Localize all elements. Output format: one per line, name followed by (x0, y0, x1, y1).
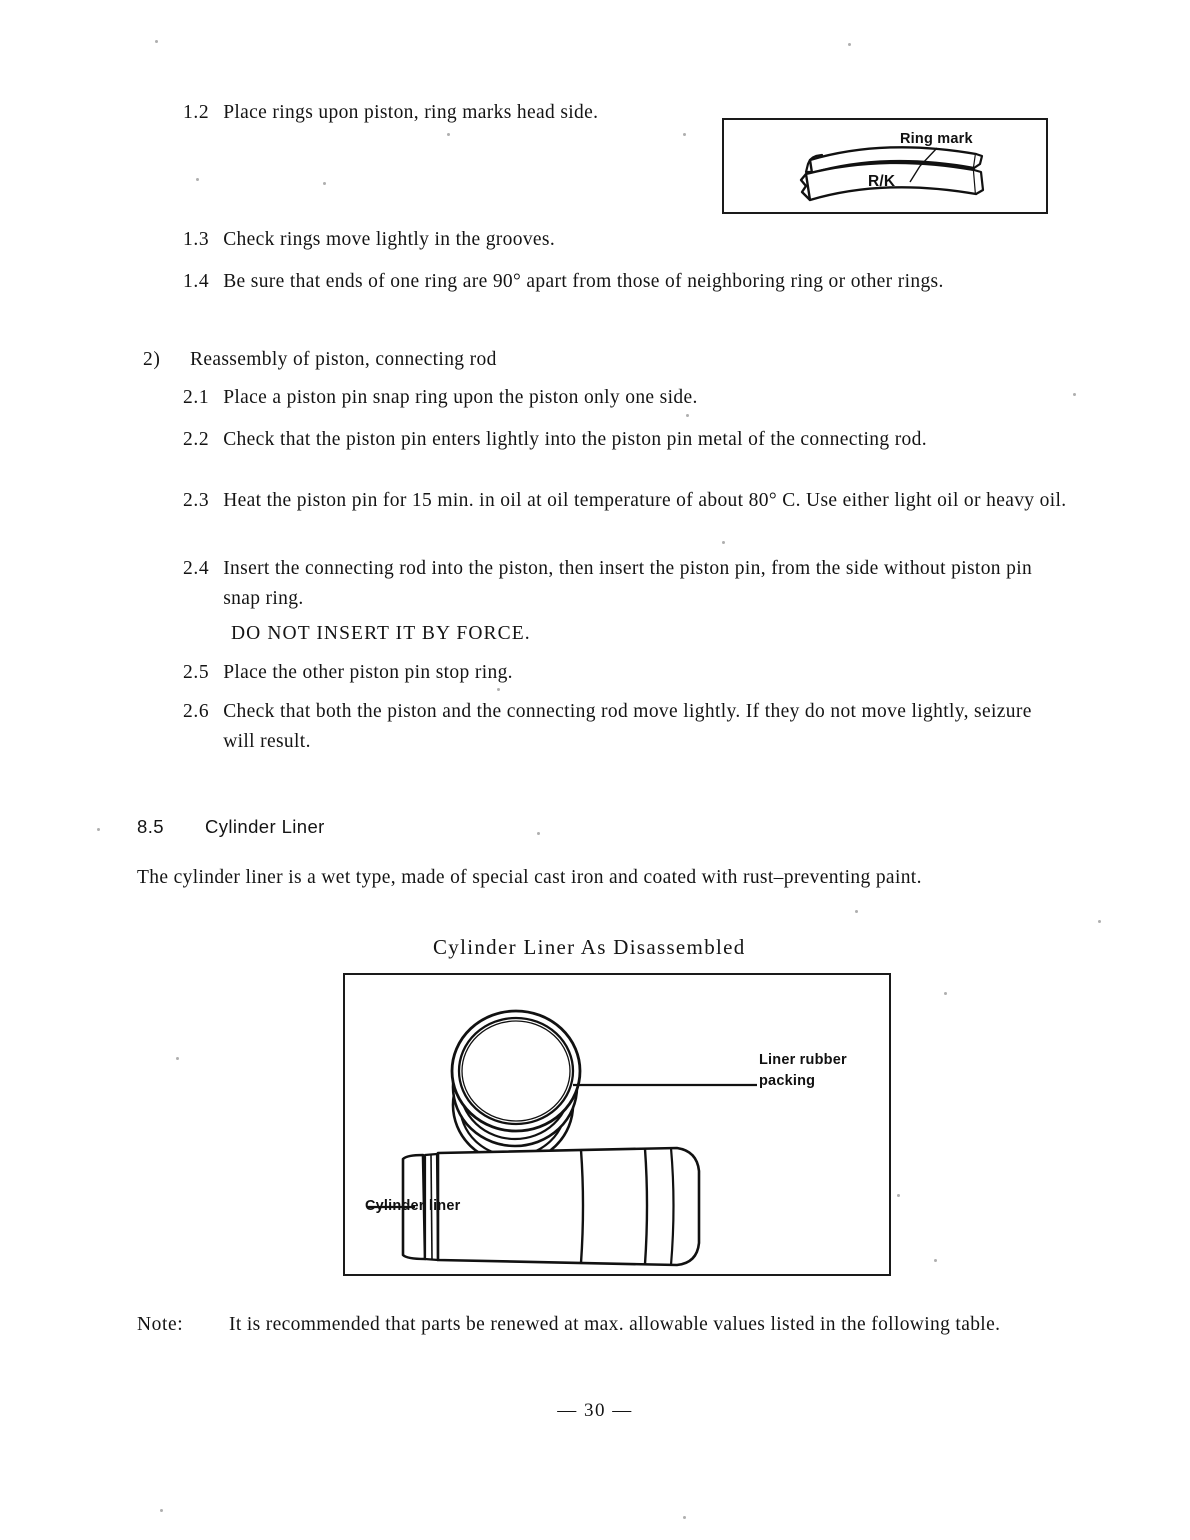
scan-speckle (196, 178, 199, 181)
section-heading-8-5 (137, 816, 325, 838)
liner-rubber-packing-label-line2: packing (759, 1073, 816, 1089)
scan-speckle (155, 40, 158, 43)
liner-rubber-packing-label (759, 1050, 847, 1092)
section-title: Cylinder Liner (205, 816, 325, 837)
list-item-marker: 2) (143, 349, 161, 370)
list-item-1-3 (183, 225, 943, 255)
list-item-2-4 (183, 554, 1045, 614)
list-item-marker: 2.5 (183, 662, 210, 683)
list-item-text: Place the other piston pin stop ring. (223, 662, 513, 683)
cylinder-liner-figure (343, 973, 891, 1276)
ring-mark-drawing (724, 120, 1046, 212)
list-item-2-2 (183, 425, 1080, 455)
note-block (137, 1310, 1052, 1340)
list-item-marker: 2.4 (183, 558, 210, 579)
list-item-2 (143, 345, 843, 375)
liner-figure-caption: Cylinder Liner As Disassembled (433, 935, 746, 959)
list-item-marker: 1.3 (183, 229, 210, 250)
scan-speckle (497, 688, 500, 691)
scan-speckle (848, 43, 851, 46)
scan-speckle (934, 1259, 937, 1262)
list-item-text: Check rings move lightly in the grooves. (223, 229, 556, 250)
list-item-2-3 (183, 486, 1090, 516)
scan-speckle (722, 541, 725, 544)
scan-speckle (447, 133, 450, 136)
list-item-1-4 (183, 267, 1045, 297)
scan-speckle (855, 910, 858, 913)
list-item-text: Heat the piston pin for 15 min. in oil at oil temperature of about 80° C. Use either light oil or heavy oil. (223, 490, 1067, 511)
scan-speckle (537, 832, 540, 835)
section-8-5-paragraph: The cylinder liner is a wet type, made of special cast iron and coated with rust–preventing paint. (137, 867, 922, 888)
list-item-marker: 2.3 (183, 490, 210, 511)
cylinder-liner-label: Cylinder liner (365, 1198, 461, 1214)
list-item-text: Check that the piston pin enters lightly into the piston pin metal of the connecting rod. (223, 429, 927, 450)
list-item-2-6 (183, 697, 1045, 757)
list-item-marker: 2.6 (183, 701, 210, 722)
scan-speckle (160, 1509, 163, 1512)
list-item-marker: 1.2 (183, 102, 210, 123)
cylinder-liner-drawing (345, 975, 889, 1274)
note-label: Note: (137, 1314, 184, 1335)
liner-rubber-packing-label-line1: Liner rubber (759, 1052, 847, 1068)
list-item-text: Check that both the piston and the connecting rod move lightly. If they do not move lightly, seizure will result. (223, 701, 1032, 752)
scan-speckle (1073, 393, 1076, 396)
list-item-text: Place rings upon piston, ring marks head side. (223, 102, 599, 123)
scan-speckle (683, 133, 686, 136)
ring-mark-label: Ring mark (900, 131, 973, 147)
scan-speckle (176, 1057, 179, 1060)
list-item-marker: 2.1 (183, 387, 210, 408)
warning-do-not-insert: DO NOT INSERT IT BY FORCE. (231, 623, 531, 644)
scan-speckle (1098, 920, 1101, 923)
scan-speckle (683, 1516, 686, 1519)
list-item-1-2 (183, 98, 683, 128)
note-text: It is recommended that parts be renewed at max. allowable values listed in the following table. (229, 1314, 1001, 1335)
list-item-text: Insert the connecting rod into the piston, then insert the piston pin, from the side without piston pin snap ring. (223, 558, 1033, 609)
ring-mark-figure (722, 118, 1048, 214)
scan-speckle (323, 182, 326, 185)
list-item-text: Be sure that ends of one ring are 90° apart from those of neighboring ring or other rings. (223, 271, 944, 292)
list-item-2-1 (183, 383, 963, 413)
scan-speckle (897, 1194, 900, 1197)
list-item-text: Reassembly of piston, connecting rod (190, 349, 497, 370)
rk-label: R/K (868, 173, 896, 190)
list-item-marker: 1.4 (183, 271, 210, 292)
section-number: 8.5 (137, 816, 164, 837)
list-item-2-5 (183, 658, 963, 688)
scan-speckle (944, 992, 947, 995)
page-number: — 30 — (557, 1400, 633, 1421)
list-item-text: Place a piston pin snap ring upon the piston only one side. (223, 387, 698, 408)
scan-speckle (97, 828, 100, 831)
scan-speckle (686, 414, 689, 417)
list-item-marker: 2.2 (183, 429, 210, 450)
